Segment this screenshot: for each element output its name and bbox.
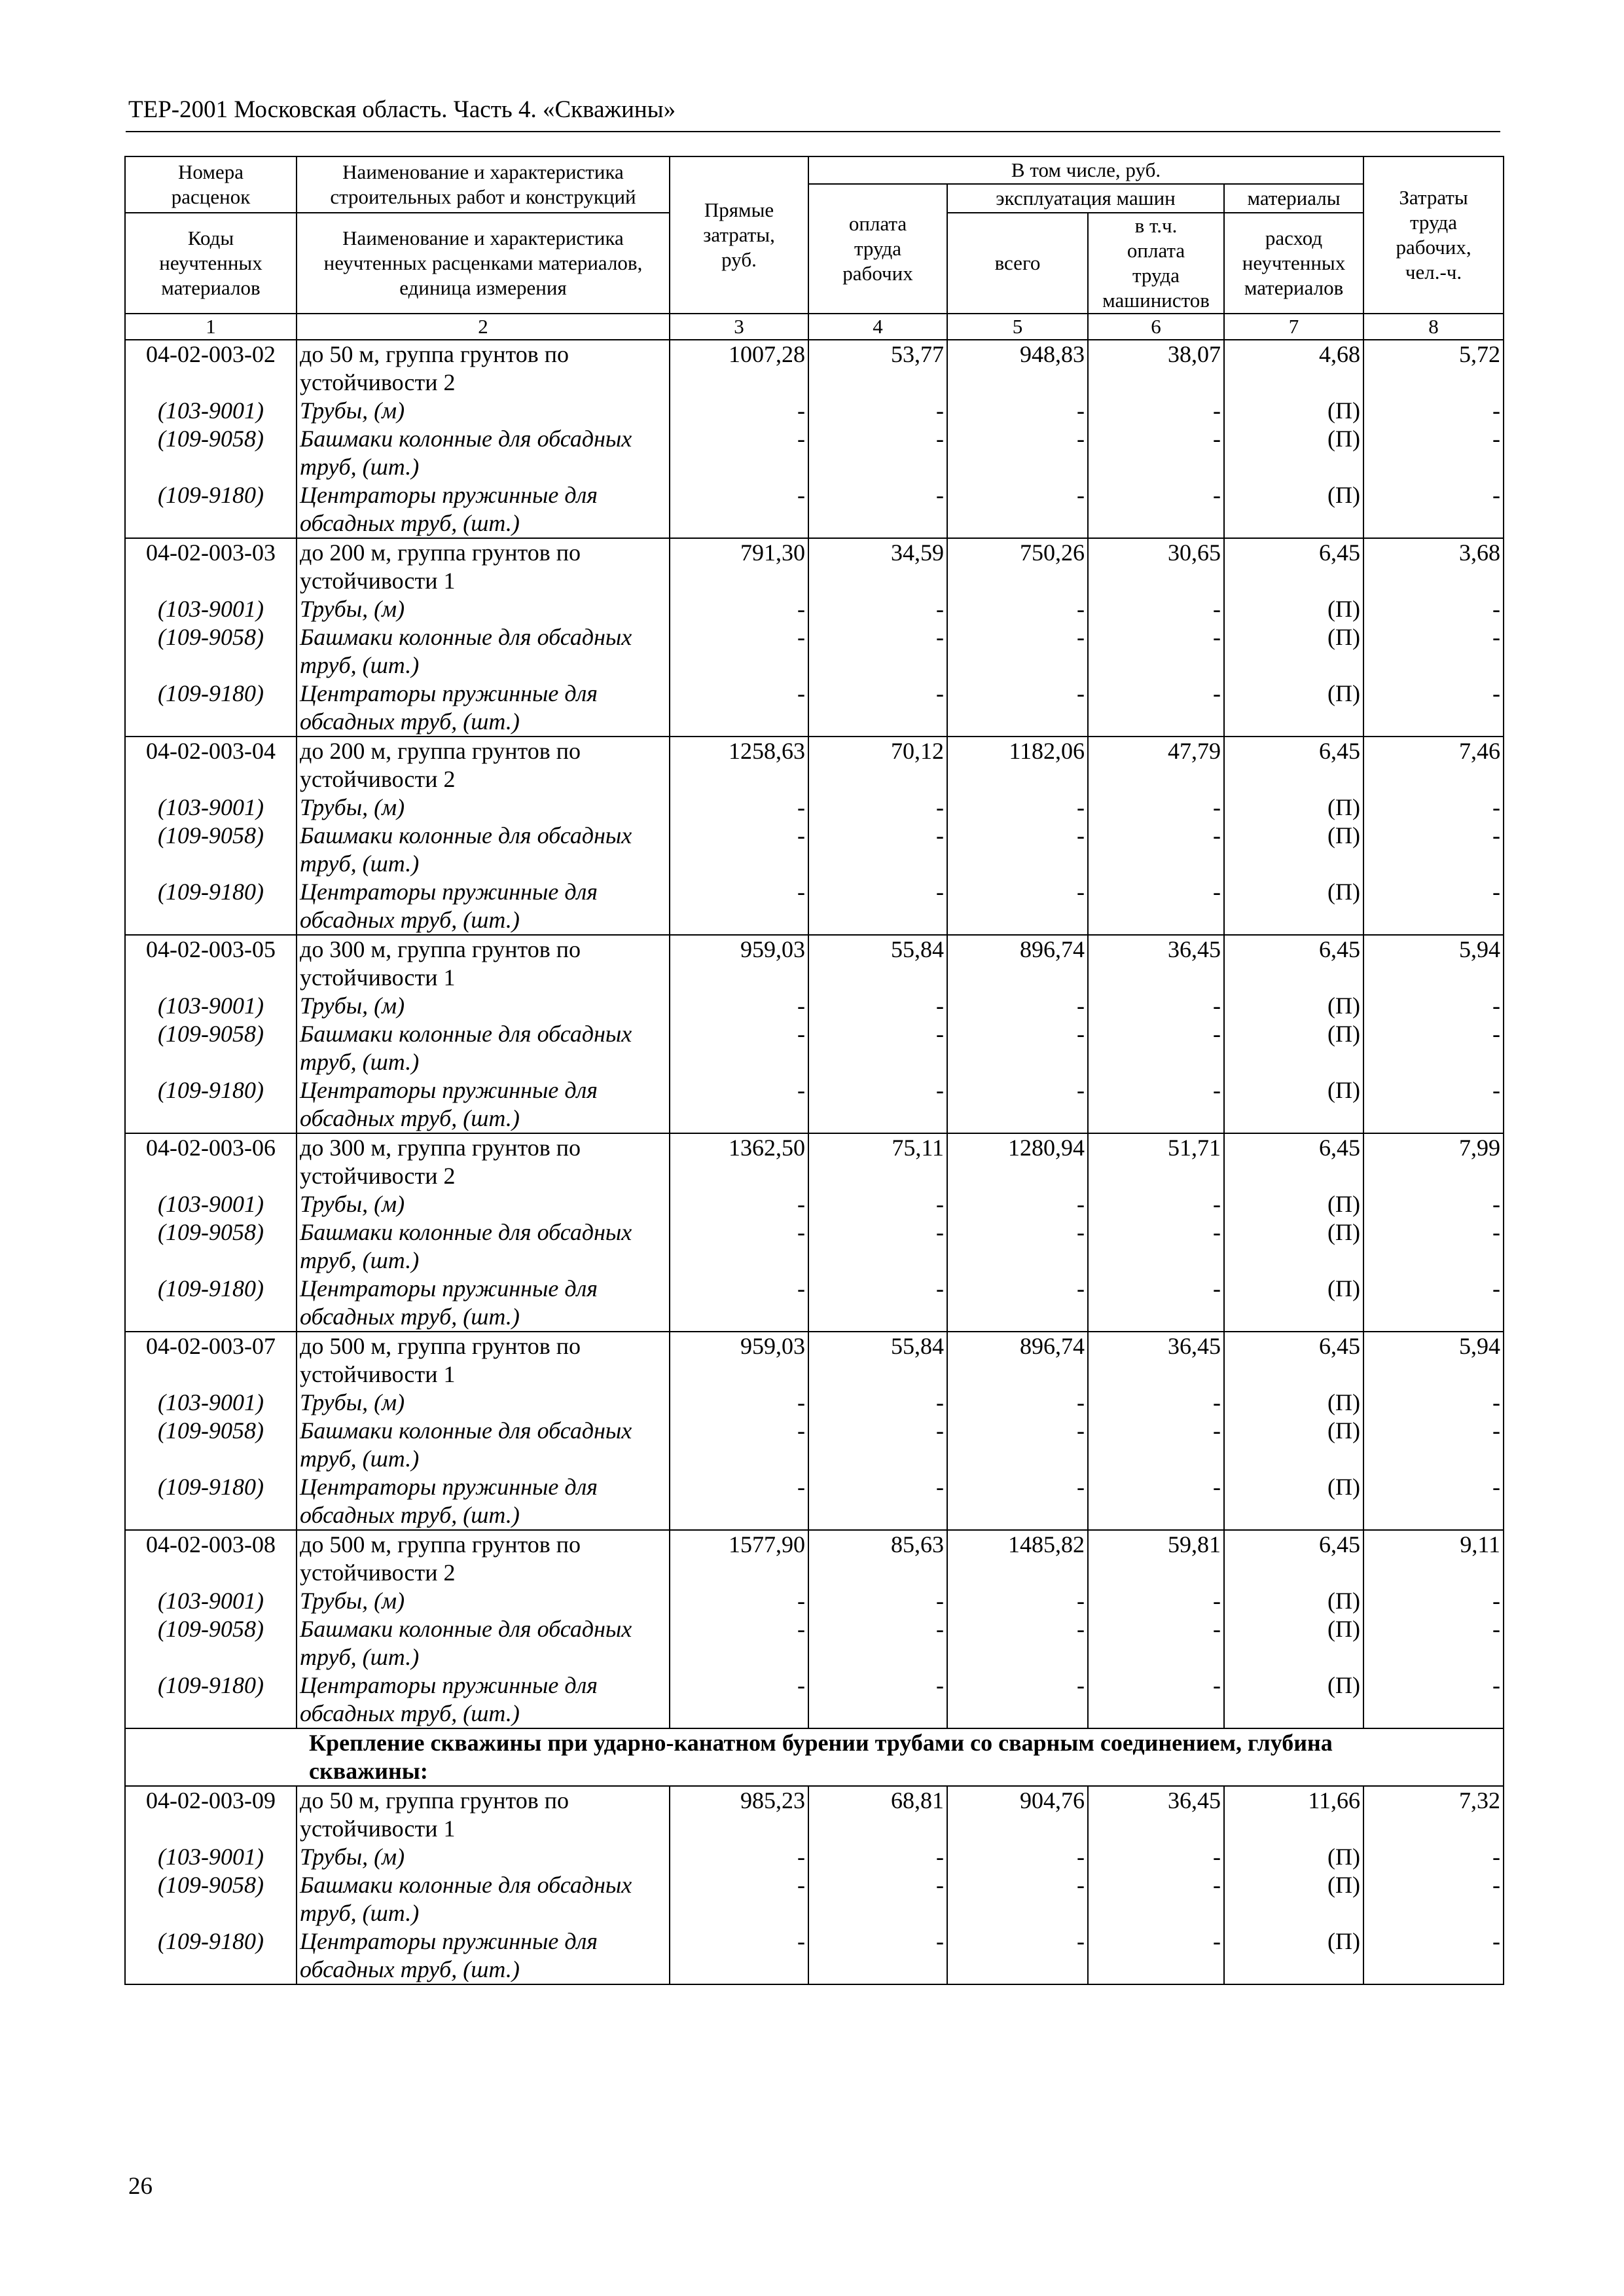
column-number: 3 — [670, 314, 808, 340]
machinists-cost-cell: 59,81 - - - — [1088, 1530, 1224, 1728]
direct-cost-cell: 1362,50 - - - — [670, 1133, 808, 1332]
materials-cost-cell: 6,45 (П) (П) (П) — [1224, 935, 1363, 1133]
machinists-cost-cell: 30,65 - - - — [1088, 538, 1224, 737]
labor-hours-cell: 7,32 - - - — [1363, 1786, 1504, 1984]
labor-hours-cell: 5,72 - - - — [1363, 340, 1504, 538]
machines-total-cell: 1485,82 - - - — [947, 1530, 1088, 1728]
materials-cost-cell: 11,66 (П) (П) (П) — [1224, 1786, 1363, 1984]
header-col3: Прямые затраты, руб. — [670, 156, 808, 314]
header-col6: в т.ч. оплата труда машинистов — [1088, 213, 1224, 314]
rate-name-cell: до 200 м, группа грунтов по устойчивости 1 Трубы, (м) Башмаки колонные для обсадных труб, (шт.) Центраторы пружинные для обсадных труб, (шт.) — [297, 538, 670, 737]
header-incl: В том числе, руб. — [808, 156, 1363, 184]
header-col7: расход неучтенных материалов — [1224, 213, 1363, 314]
labor-hours-cell: 7,46 - - - — [1363, 737, 1504, 935]
labor-hours-cell: 5,94 - - - — [1363, 1332, 1504, 1530]
direct-cost-cell: 1007,28 - - - — [670, 340, 808, 538]
machines-total-cell: 948,83 - - - — [947, 340, 1088, 538]
labor-cost-cell: 53,77 - - - — [808, 340, 947, 538]
header-machines: эксплуатация машин — [947, 184, 1224, 213]
labor-cost-cell: 85,63 - - - — [808, 1530, 947, 1728]
machinists-cost-cell: 47,79 - - - — [1088, 737, 1224, 935]
materials-cost-cell: 6,45 (П) (П) (П) — [1224, 538, 1363, 737]
column-number: 4 — [808, 314, 947, 340]
rate-row — [125, 1786, 1504, 1984]
rate-row — [125, 935, 1504, 1133]
header-col1-top: Номера расценок — [125, 156, 297, 213]
rate-name-cell: до 500 м, группа грунтов по устойчивости 2 Трубы, (м) Башмаки колонные для обсадных труб, (шт.) Центраторы пружинные для обсадных труб, (шт.) — [297, 1530, 670, 1728]
header-col1-bottom: Коды неучтенных материалов — [125, 213, 297, 314]
header-col2-top: Наименование и характеристика строительных работ и конструкций — [297, 156, 670, 213]
labor-cost-cell: 34,59 - - - — [808, 538, 947, 737]
header-materials: материалы — [1224, 184, 1363, 213]
rate-name-cell: до 50 м, группа грунтов по устойчивости 1 Трубы, (м) Башмаки колонные для обсадных труб, (шт.) Центраторы пружинные для обсадных труб, (шт.) — [297, 1786, 670, 1984]
materials-cost-cell: 6,45 (П) (П) (П) — [1224, 737, 1363, 935]
header-col4: оплата труда рабочих — [808, 184, 947, 314]
labor-cost-cell: 55,84 - - - — [808, 935, 947, 1133]
rate-name-cell: до 200 м, группа грунтов по устойчивости 2 Трубы, (м) Башмаки колонные для обсадных труб, (шт.) Центраторы пружинные для обсадных труб, (шт.) — [297, 737, 670, 935]
rate-name-cell: до 300 м, группа грунтов по устойчивости 1 Трубы, (м) Башмаки колонные для обсадных труб, (шт.) Центраторы пружинные для обсадных труб, (шт.) — [297, 935, 670, 1133]
materials-cost-cell: 6,45 (П) (П) (П) — [1224, 1332, 1363, 1530]
rate-row — [125, 340, 1504, 538]
rate-name-cell: до 500 м, группа грунтов по устойчивости 1 Трубы, (м) Башмаки колонные для обсадных труб, (шт.) Центраторы пружинные для обсадных труб, (шт.) — [297, 1332, 670, 1530]
direct-cost-cell: 791,30 - - - — [670, 538, 808, 737]
materials-cost-cell: 4,68 (П) (П) (П) — [1224, 340, 1363, 538]
section-heading: Крепление скважины при ударно-канатном бурении трубами со сварным соединением, глубина скважины: — [125, 1728, 1504, 1786]
rate-code-cell: 04-02-003-03 (103-9001) (109-9058) (109-9180) — [125, 538, 297, 737]
rate-code-cell: 04-02-003-04 (103-9001) (109-9058) (109-9180) — [125, 737, 297, 935]
direct-cost-cell: 1577,90 - - - — [670, 1530, 808, 1728]
column-number: 8 — [1363, 314, 1504, 340]
rate-code-cell: 04-02-003-06 (103-9001) (109-9058) (109-9180) — [125, 1133, 297, 1332]
machines-total-cell: 904,76 - - - — [947, 1786, 1088, 1984]
header-col2-bottom: Наименование и характеристика неучтенных расценками материалов, единица измерения — [297, 213, 670, 314]
column-number: 5 — [947, 314, 1088, 340]
machines-total-cell: 1280,94 - - - — [947, 1133, 1088, 1332]
rate-code-cell: 04-02-003-07 (103-9001) (109-9058) (109-9180) — [125, 1332, 297, 1530]
rate-name-cell: до 50 м, группа грунтов по устойчивости 2 Трубы, (м) Башмаки колонные для обсадных труб, (шт.) Центраторы пружинные для обсадных труб, (шт.) — [297, 340, 670, 538]
rate-row — [125, 538, 1504, 737]
materials-cost-cell: 6,45 (П) (П) (П) — [1224, 1133, 1363, 1332]
rate-row — [125, 1332, 1504, 1530]
rate-row — [125, 1530, 1504, 1728]
machines-total-cell: 1182,06 - - - — [947, 737, 1088, 935]
labor-cost-cell: 55,84 - - - — [808, 1332, 947, 1530]
column-number: 2 — [297, 314, 670, 340]
header-col5: всего — [947, 213, 1088, 314]
header-col8: Затраты труда рабочих, чел.-ч. — [1363, 156, 1504, 314]
machinists-cost-cell: 38,07 - - - — [1088, 340, 1224, 538]
direct-cost-cell: 959,03 - - - — [670, 1332, 808, 1530]
header-rule — [126, 131, 1500, 132]
labor-hours-cell: 9,11 - - - — [1363, 1530, 1504, 1728]
direct-cost-cell: 1258,63 - - - — [670, 737, 808, 935]
rates-table — [124, 156, 1504, 1985]
labor-hours-cell: 3,68 - - - — [1363, 538, 1504, 737]
labor-hours-cell: 5,94 - - - — [1363, 935, 1504, 1133]
rate-name-cell: до 300 м, группа грунтов по устойчивости 2 Трубы, (м) Башмаки колонные для обсадных труб, (шт.) Центраторы пружинные для обсадных труб, (шт.) — [297, 1133, 670, 1332]
rate-code-cell: 04-02-003-05 (103-9001) (109-9058) (109-9180) — [125, 935, 297, 1133]
column-number: 1 — [125, 314, 297, 340]
rate-row — [125, 737, 1504, 935]
machines-total-cell: 750,26 - - - — [947, 538, 1088, 737]
labor-cost-cell: 75,11 - - - — [808, 1133, 947, 1332]
rate-code-cell: 04-02-003-08 (103-9001) (109-9058) (109-9180) — [125, 1530, 297, 1728]
column-number: 6 — [1088, 314, 1224, 340]
machinists-cost-cell: 36,45 - - - — [1088, 935, 1224, 1133]
labor-hours-cell: 7,99 - - - — [1363, 1133, 1504, 1332]
column-number: 7 — [1224, 314, 1363, 340]
rate-code-cell: 04-02-003-02 (103-9001) (109-9058) (109-9180) — [125, 340, 297, 538]
rate-code-cell: 04-02-003-09 (103-9001) (109-9058) (109-9180) — [125, 1786, 297, 1984]
page-number: 26 — [128, 2173, 153, 2200]
machinists-cost-cell: 36,45 - - - — [1088, 1786, 1224, 1984]
machinists-cost-cell: 51,71 - - - — [1088, 1133, 1224, 1332]
materials-cost-cell: 6,45 (П) (П) (П) — [1224, 1530, 1363, 1728]
direct-cost-cell: 959,03 - - - — [670, 935, 808, 1133]
labor-cost-cell: 70,12 - - - — [808, 737, 947, 935]
machines-total-cell: 896,74 - - - — [947, 935, 1088, 1133]
machinists-cost-cell: 36,45 - - - — [1088, 1332, 1224, 1530]
section-heading-row — [125, 1728, 1504, 1786]
header-column-numbers — [125, 314, 1504, 340]
machines-total-cell: 896,74 - - - — [947, 1332, 1088, 1530]
labor-cost-cell: 68,81 - - - — [808, 1786, 947, 1984]
page-header-title: ТЕР-2001 Московская область. Часть 4. «Скважины» — [128, 96, 676, 123]
direct-cost-cell: 985,23 - - - — [670, 1786, 808, 1984]
rate-row — [125, 1133, 1504, 1332]
